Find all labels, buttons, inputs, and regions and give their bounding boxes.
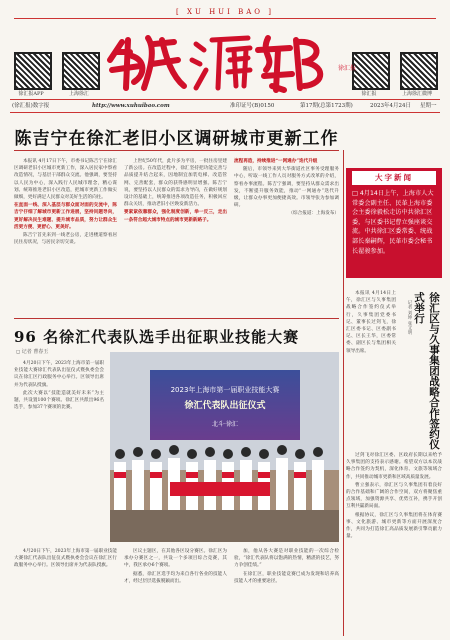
qr-code-icon [352, 52, 390, 90]
byline-text: 记者 曹春玉 [21, 349, 49, 355]
article2-col1 [14, 548, 117, 636]
photo-banner1: 2023年上海市第一届职业技能大赛 [170, 386, 280, 394]
sidebar-col1 [346, 290, 396, 450]
qr-left-2 [62, 52, 104, 97]
info-weekday: 星期一 [420, 103, 437, 109]
credit: （综合报道：上海发布） [288, 211, 339, 217]
paragraph: 据悉，徐汇区选手均为来自各行各业的技能人才，经过层层选拔脱颖而出。 [124, 571, 227, 584]
paragraph: 4月20日下午，2023年上海市第一届职业技能大赛徐汇代表队出征仪式暨执委会会议在徐汇区行政服务中心举行。区领导出席并为代表队授旗。 [14, 361, 104, 388]
photo-caption: 北斗·徐汇 [212, 421, 238, 428]
qr-left-1 [14, 52, 56, 97]
article2-col2 [124, 548, 227, 636]
article2-headline: 96 名徐汇代表队选手出征职业技能大赛 [14, 328, 300, 346]
article1-col3 [234, 158, 339, 318]
article2-byline [16, 348, 48, 355]
paragraph: 加，他从各大赛是对职业技能的一次综合检验，“徐汇代表队将以饱满的热情，精湛的技艺，努力争创佳绩。” [234, 549, 339, 569]
qr-label: 徐汇报APP [18, 91, 44, 97]
info-review: (徐汇报)数字报 [12, 103, 50, 109]
article1-col1 [14, 158, 117, 318]
paragraph: 随后，市领导来到大华街道社区事务受理服务中心，听取一线工作人员对服务方式改革的介绍，察看办事流程。陈吉宁强调，要坚持从群众需求出发，不断提升服务效能，推动“一网通办”迭代升级，让群众办事更加便捷高效。市领导张为参加调研。 [234, 167, 339, 209]
article2-col0 [14, 360, 104, 542]
square-bullet-icon: □ [352, 190, 358, 197]
divider [14, 150, 339, 151]
info-date: 2023年4月24日 [370, 103, 411, 109]
photo-banner2: 徐汇代表队出征仪式 [184, 401, 266, 411]
paragraph: 本报讯 4月14日上午，徐汇区与久事集团战略合作签约仪式举行，久事集团党委书记、董事长过剑飞，徐汇区委书记、区委副书记、区长王华，区委常委、副区长与集团相关领导出席。 [346, 291, 396, 354]
camera-icon: ◻ [16, 349, 21, 355]
divider [14, 318, 339, 319]
info-issue: 第17期(总第1723期) [300, 103, 353, 109]
paragraph: 在直面一线、深入基层与群众面对面的交流中，陈吉宁仔细了解城市更新工作进展，坚持问题导向，更好解决民生难题、提升城市品质，努力让群众生活更方便、更舒心、更美好。 [14, 203, 117, 230]
qr-code-icon [62, 52, 100, 90]
article1-headline: 陈吉宁在徐汇老旧小区调研城市更新工作 [14, 129, 339, 149]
sidebar-headline: 徐汇区与久事集团战略合作签约仪式举行 [413, 292, 440, 450]
paragraph: 根据协议，徐汇区与久事集团将在体育赛事、文化旅游、城市更新等方面开展深度合作，共同为打造徐汇高品质发展新引擎贡献力量。 [346, 512, 442, 540]
sidebar-col2 [346, 452, 442, 636]
sidebar-divider [343, 150, 344, 636]
sidebar-caption: 记者 刘坤 张文明 [407, 300, 412, 335]
qr-label: 徐汇报 [361, 91, 377, 97]
paragraph: 4月20日下午，2023年上海市第一届职业技能大赛徐汇代表队出征仪式暨执委会会议在徐汇区行政服务中心举行。区领导出席并为代表队授旗。 [14, 549, 117, 569]
masthead-rule [14, 18, 436, 19]
qr-label: 上海徐汇微博 [401, 91, 432, 97]
paragraph: 曹立强表示，徐汇区与久事集团有着良好的合作基础和广阔的合作空间，双方将聚焦重点领域，加强资源共享、优势互补，携手开创互利共赢新局面。 [346, 482, 442, 510]
paragraph: 陈吉宁首先来到一线老公房，走进楼道察看居民住房状况，与居民亲切交谈。 [14, 233, 117, 246]
paragraph: 过剑飞对徐汇区委、区政府长期以来给予久事集团的支持表示感谢。希望双方以本次战略合作签约为契机，深化体育、文旅等领域合作，共同推动城市更新和区域高质量发展。 [346, 453, 442, 480]
article2-photo [110, 352, 339, 542]
paragraph: 区议主题区，在其他各区设分赛区。徐汇区为承办分赛区之一，共设一个多项目综合竞赛，其中，我区承办6个赛项。 [124, 549, 227, 569]
subheading: 流程再造，持续推进“一网通办”迭代升级 [234, 159, 318, 164]
paragraph: 此次大赛以“技能造就美好未来”为主题，共设置100个赛项。徐汇区共派出96名选手，参加37个赛项的比赛。 [14, 390, 104, 411]
article1-col2 [124, 158, 227, 318]
qr-label: 上海徐汇 [68, 91, 89, 97]
qr-right-2 [400, 52, 442, 97]
article2-col3 [234, 548, 339, 636]
qr-code-icon [400, 52, 438, 90]
info-bar [10, 99, 440, 113]
paragraph: 在徐汇区，职业技能竞赛已成为发现和培养高技能人才的重要途径。 [234, 571, 339, 584]
masthead-logo [100, 30, 357, 94]
paragraph: 上世纪50年代，此片多为平房，一批住房里建了新公房。在改造过程中，徐汇坚持把功能完善与品质提升结合起来，因地制宜加装电梯、改造管网、完善配套，群众的获得感明显增强。陈吉宁说，要坚持以人民群众的需求为导向，在做好规划设计的基础上，统筹推进各项改造任务，积极回应群众关切，推动老旧小区焕发新活力。 [124, 159, 227, 208]
paragraph: 本报讯 4月17日下午，市委书记陈吉宁在徐汇区调研老旧小区城市更新工作，深入居民家中察看改造情况，与基层干部群众交流。他强调，要坚持以人民为中心，深入践行人民城市理念，精心谋划、统筹推进老旧小区改造，把城市更新工作做实做细，更好满足人民群众对美好生活的向往。 [14, 159, 117, 201]
info-url[interactable]: http://www.xuhuibao.com [92, 103, 170, 109]
qr-right-1 [352, 52, 394, 97]
info-issn: 准印证号(B)0150 [230, 103, 275, 109]
masthead-pinyin: [ XU HUI BAO ] [176, 8, 274, 16]
sidebar-news-text [352, 189, 436, 256]
qr-code-icon [14, 52, 52, 90]
sidebar-news-body: 4月14日上午，上海市人大常委会副主任、民革上海市委会主委徐毅松走访中共徐汇区委，与区委书记曹立强座谈交流。中共徐汇区委常委、统战部长秦嗣辉，民革市委会秘书长翟骏参加。 [352, 190, 434, 255]
sidebar-tag: 大字新闻 [352, 171, 436, 185]
logo-mark: 徐汇报 [338, 65, 357, 72]
paragraph: 要紧紧依靠群众，强化制度创新，举一反三，走出一条符合超大城市特点的城市更新新路子。 [124, 210, 227, 223]
